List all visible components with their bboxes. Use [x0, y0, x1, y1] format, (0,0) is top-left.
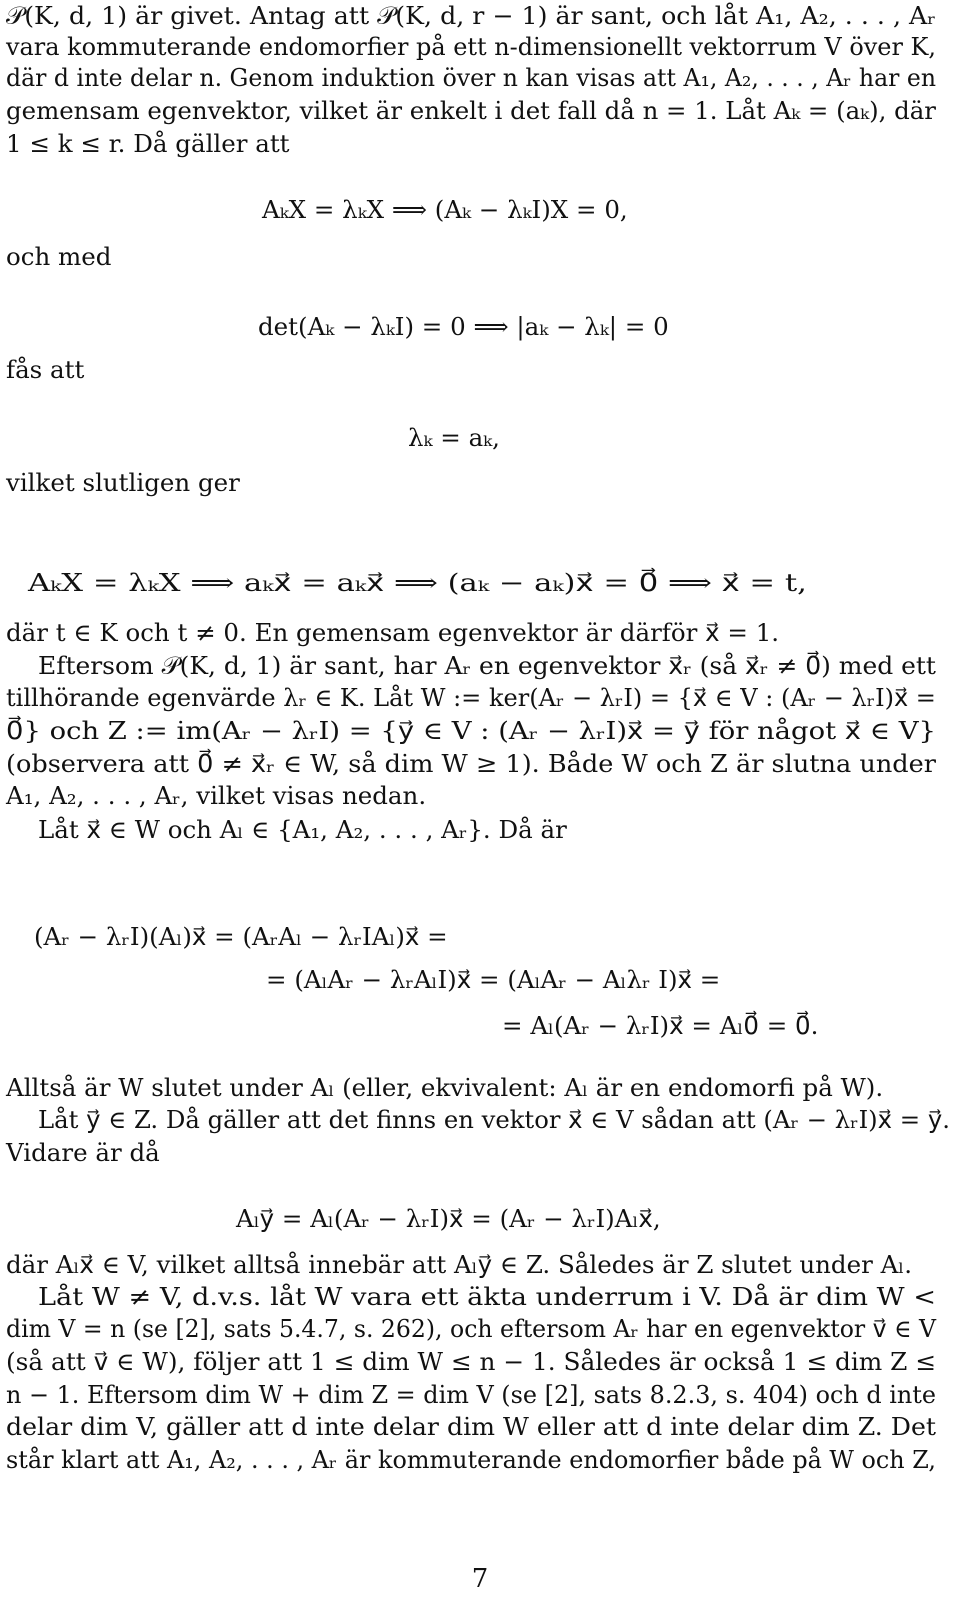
- text-line: där Aₗx⃗ ∈ V, vilket alltså innebär att Aₗy⃗ ∈ Z. Således är Z slutet under Aₗ.: [6, 1250, 913, 1279]
- text-line: gemensam egenvektor, vilket är enkelt i det fall då n = 1. Låt Aₖ = (aₖ), där: [6, 96, 936, 125]
- text-line: fås att: [6, 355, 85, 384]
- text-line: 1 ≤ k ≤ r. Då gäller att: [6, 129, 290, 158]
- text-line: vara kommuterande endomorfier på ett n-dimensionellt vektorrum V över K,: [6, 32, 937, 61]
- display-equation: det(Aₖ − λₖI) = 0 ⟹ |aₖ − λₖ| = 0: [258, 312, 669, 341]
- text-line: Eftersom 𝒫(K, d, 1) är sant, har Aᵣ en egenvektor x⃗ᵣ (så x⃗ᵣ ≠ 0⃗) med ett: [38, 651, 936, 680]
- text-line: Låt W ≠ V, d.v.s. låt W vara ett äkta underrum i V. Då är dim W <: [38, 1282, 937, 1311]
- text-line: Alltså är W slutet under Aₗ (eller, ekvivalent: Aₗ är en endomorfi på W).: [6, 1073, 884, 1102]
- text-line: tillhörande egenvärde λᵣ ∈ K. Låt W := ker(Aᵣ − λᵣI) = {x⃗ ∈ V : (Aᵣ − λᵣI)x⃗ =: [6, 683, 936, 712]
- text-line: där t ∈ K och t ≠ 0. En gemensam egenvektor är därför x⃗ = 1.: [6, 618, 780, 647]
- text-line: och med: [6, 242, 112, 271]
- display-equation: = (AₗAᵣ − λᵣAₗI)x⃗ = (AₗAᵣ − Aₗλᵣ I)x⃗ =: [266, 965, 721, 994]
- display-equation: λₖ = aₖ,: [408, 423, 500, 452]
- text-line: dim V = n (se [2], sats 5.4.7, s. 262), och eftersom Aᵣ har en egenvektor v⃗ ∈ V: [6, 1314, 937, 1343]
- text-line: vilket slutligen ger: [6, 468, 240, 497]
- display-equation: AₖX = λₖX ⟹ (Aₖ − λₖI)X = 0,: [262, 195, 628, 224]
- text-line: 0⃗} och Z := im(Aᵣ − λᵣI) = {y⃗ ∈ V : (Aᵣ − λᵣI)x⃗ = y⃗ för något x⃗ ∈ V}: [6, 716, 936, 745]
- page-number: 7: [471, 1564, 489, 1594]
- text-line: står klart att A₁, A₂, . . . , Aᵣ är kommuterande endomorfier både på W och Z,: [6, 1445, 937, 1474]
- text-line: (så att v⃗ ∈ W), följer att 1 ≤ dim W ≤ n − 1. Således är också 1 ≤ dim Z ≤: [6, 1347, 937, 1376]
- display-equation: AₖX = λₖX ⟹ aₖx⃗ = aₖx⃗ ⟹ (aₖ − aₖ)x⃗ = 0⃗ ⟹ x⃗ = t,: [28, 568, 807, 597]
- text-line: Låt y⃗ ∈ Z. Då gäller att det finns en vektor x⃗ ∈ V sådan att (Aᵣ − λᵣI)x⃗ = y⃗.: [38, 1105, 950, 1134]
- text-line: delar dim V, gäller att d inte delar dim W eller att d inte delar dim Z. Det: [6, 1412, 936, 1441]
- text-line: där d inte delar n. Genom induktion över n kan visas att A₁, A₂, . . . , Aᵣ har en: [6, 63, 937, 92]
- text-line: n − 1. Eftersom dim W + dim Z = dim V (se [2], sats 8.2.3, s. 404) och d inte: [6, 1380, 936, 1409]
- text-line: Låt x⃗ ∈ W och Aₗ ∈ {A₁, A₂, . . . , Aᵣ}. Då är: [38, 815, 567, 844]
- display-equation: = Aₗ(Aᵣ − λᵣI)x⃗ = Aₗ0⃗ = 0⃗.: [502, 1011, 819, 1040]
- text-line: A₁, A₂, . . . , Aᵣ, vilket visas nedan.: [6, 781, 427, 810]
- text-line: (observera att 0⃗ ≠ x⃗ᵣ ∈ W, så dim W ≥ 1). Både W och Z är slutna under: [6, 749, 936, 778]
- text-line: 𝒫(K, d, 1) är givet. Antag att 𝒫(K, d, r − 1) är sant, och låt A₁, A₂, . . . , Aᵣ: [6, 1, 937, 30]
- display-equation: Aₗy⃗ = Aₗ(Aᵣ − λᵣI)x⃗ = (Aᵣ − λᵣI)Aₗx⃗,: [236, 1204, 661, 1233]
- text-line: Vidare är då: [6, 1138, 160, 1167]
- display-equation: (Aᵣ − λᵣI)(Aₗ)x⃗ = (AᵣAₗ − λᵣIAₗ)x⃗ =: [34, 922, 448, 951]
